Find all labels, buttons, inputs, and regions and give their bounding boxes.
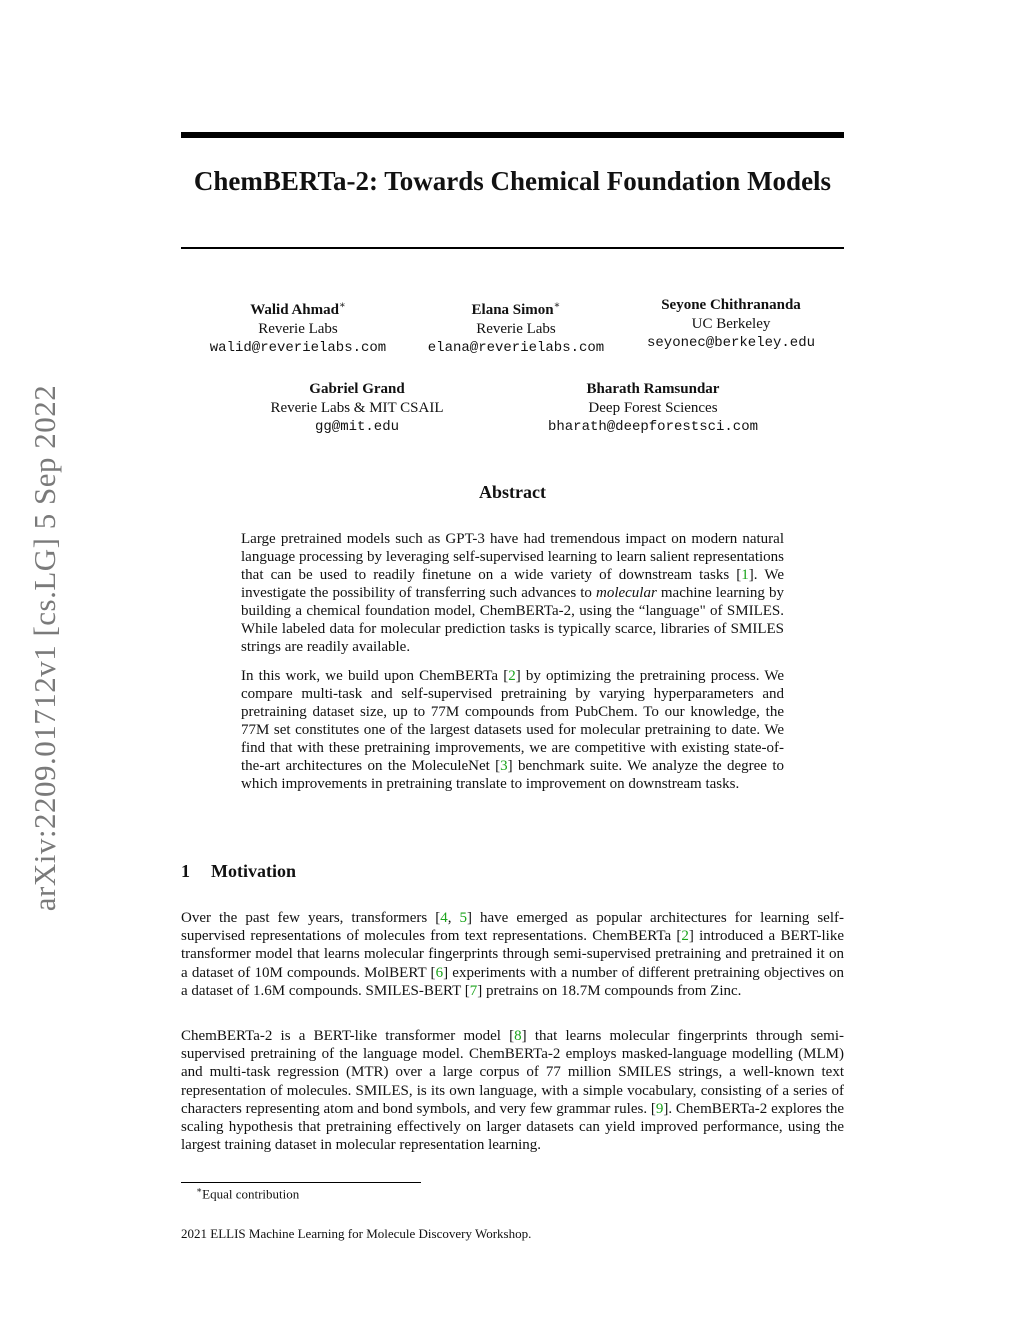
author-email[interactable]: gg@mit.edu — [314, 419, 399, 435]
venue-note: 2021 ELLIS Machine Learning for Molecule Discovery Workshop. — [181, 1226, 532, 1241]
author-email[interactable]: walid@reverielabs.com — [209, 340, 387, 356]
equal-contribution-mark: ∗ — [339, 300, 346, 311]
author-affiliation: UC Berkeley — [691, 316, 771, 332]
section-number: 1 — [181, 861, 190, 881]
author-email[interactable]: bharath@deepforestsci.com — [547, 419, 759, 435]
author-block — [227, 380, 487, 437]
author-affiliation: Reverie Labs — [476, 321, 556, 337]
citation-link[interactable]: 8 — [514, 1028, 522, 1044]
citation-link[interactable]: 2 — [681, 928, 689, 945]
footnote-mark: ∗ — [196, 1185, 203, 1195]
section-title: Motivation — [211, 861, 296, 881]
body-paragraph: Over the past few years, transformers [4, 5] have emerged as popular architectures for learning self-supervised representations of molecules from text representations. ChemBERTa [2] introduced a BERT-like transformer model that learns molecular fingerprints through semi-supervised pretraining and pretrained it on a dataset of 10M compounds. MolBERT [6] experiments with a number of different pretraining objectives on a dataset of 1.6M compounds. SMILES-BERT [7] pretrains on 18.7M compounds from Zinc. — [181, 910, 845, 999]
author-affiliation: Reverie Labs & MIT CSAIL — [270, 400, 444, 416]
author-name: Seyone Chithrananda — [661, 297, 801, 313]
body-paragraph: ChemBERTa-2 is a BERT-like transformer model [8] that learns molecular fingerprints through semi-supervised pretraining of the language model. ChemBERTa-2 employs masked-language modelling (MLM) and multi-task regression (MTR) over a large corpus of 77 million SMILES strings, a well-known text representation of molecules. SMILES, is its own language, with a simple vocabulary, consisting of a series of characters representing atom and bond symbols, and very few grammar rules. [9]. ChemBERTa-2 explores the scaling hypothesis that pretraining effectively on larger datasets can yield improved performance, using the largest training dataset in molecular representation learning. — [181, 1028, 845, 1154]
equal-contribution-mark: ∗ — [553, 300, 561, 311]
title-bottom-rule — [181, 247, 844, 249]
citation-link[interactable]: 4 — [440, 910, 448, 926]
author-affiliation: Reverie Labs — [258, 321, 338, 337]
citation-link[interactable]: 6 — [435, 964, 444, 981]
arxiv-side-stamp: arXiv:2209.01712v1 [cs.LG] 5 Sep 2022 — [27, 384, 62, 912]
abstract-paragraph: In this work, we build upon ChemBERTa [2] by optimizing the pretraining process. We compare multi-task and self-supervised pretraining by varying hyperparameters and pretraining dataset size, up to 77M compounds from PubChem. To our knowledge, the 77M set constitutes one of the largest datasets used for molecular pretraining to date. We find that with these pretraining improvements, we are competitive with existing state-of-the-art architectures on the MoleculeNet [3] benchmark suite. We analyze the degree to which improvements in pretraining translate to improvement on downstream tasks. — [241, 668, 784, 792]
footnote-text: Equal contribution — [202, 1186, 300, 1202]
citation-link[interactable]: 1 — [741, 567, 749, 583]
citation-link[interactable]: 3 — [500, 758, 508, 774]
footnote — [196, 1185, 299, 1202]
author-block — [601, 296, 861, 353]
abstract-heading: Abstract — [479, 482, 546, 502]
author-name: Bharath Ramsundar — [586, 381, 720, 397]
footnote-rule — [181, 1182, 421, 1183]
author-name: Elana Simon — [471, 302, 554, 318]
citation-link[interactable]: 9 — [655, 1100, 664, 1117]
author-email[interactable]: elana@reverielabs.com — [427, 340, 605, 356]
section-heading — [181, 861, 296, 882]
author-email[interactable]: seyonec@berkeley.edu — [646, 335, 816, 351]
author-name: Walid Ahmad — [250, 302, 339, 318]
author-affiliation: Deep Forest Sciences — [588, 400, 718, 416]
title-top-rule — [181, 132, 844, 138]
author-name: Gabriel Grand — [309, 381, 405, 397]
abstract-paragraph: Large pretrained models such as GPT-3 have had tremendous impact on modern natural language processing by leveraging self-supervised learning to learn salient representations that can be used to readily finetune on a wide variety of downstream tasks [1]. We investigate the possibility of transferring such advances to molecular machine learning by building a chemical foundation model, ChemBERTa-2, using the “language" of SMILES. While labeled data for molecular prediction tasks is typically scarce, libraries of SMILES strings are readily available. — [241, 531, 784, 655]
citation-link[interactable]: 7 — [469, 982, 478, 999]
paper-title: ChemBERTa-2: Towards Chemical Foundation Models — [193, 166, 832, 196]
citation-link[interactable]: 5 — [459, 910, 467, 926]
citation-link[interactable]: 2 — [508, 668, 516, 684]
author-block — [523, 380, 783, 437]
